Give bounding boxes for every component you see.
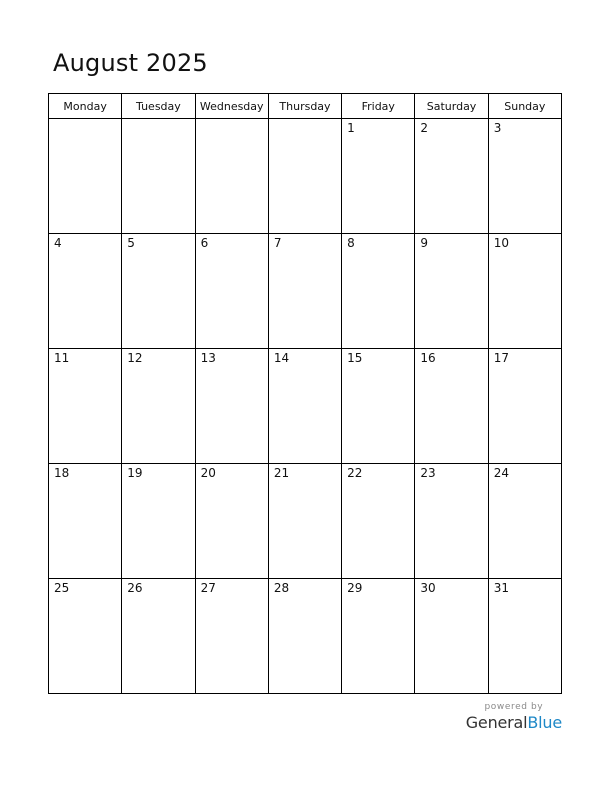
- day-cell: [49, 579, 122, 694]
- day-number: [49, 119, 121, 121]
- day-number: 24: [493, 466, 509, 480]
- day-number: [269, 119, 341, 121]
- calendar-grid: [48, 93, 562, 694]
- brand-logo[interactable]: [466, 713, 562, 733]
- day-number: 5: [127, 236, 135, 250]
- day-cell: [342, 119, 415, 234]
- calendar-title: August 2025: [53, 49, 208, 77]
- day-cell: [122, 119, 195, 234]
- day-number: 29: [347, 581, 363, 595]
- day-cell: [122, 234, 195, 349]
- day-number: 2: [420, 121, 429, 135]
- day-cell: [488, 119, 561, 234]
- day-number: 18: [54, 466, 70, 480]
- week-row: [49, 234, 562, 349]
- day-cell: [342, 234, 415, 349]
- brand-name-part1: General: [465, 713, 528, 732]
- weekday-header-row: [49, 94, 562, 119]
- brand-name-part2: Blue: [527, 713, 562, 732]
- day-number: [196, 119, 268, 121]
- day-number: 10: [493, 236, 509, 250]
- day-cell: [415, 234, 488, 349]
- day-cell: [488, 579, 561, 694]
- day-number: 30: [420, 581, 436, 595]
- weekday-header-monday: Monday: [49, 94, 122, 119]
- day-number: 22: [347, 466, 363, 480]
- day-cell: [195, 464, 268, 579]
- day-number: 23: [420, 466, 436, 480]
- day-number: 4: [54, 236, 62, 250]
- day-cell: [195, 579, 268, 694]
- day-number: 12: [127, 351, 143, 365]
- day-number: 20: [200, 466, 216, 480]
- day-number: 21: [273, 466, 290, 480]
- weekday-header-thursday: Thursday: [268, 94, 341, 119]
- week-row: [49, 119, 562, 234]
- day-cell: [415, 349, 488, 464]
- day-cell: [342, 464, 415, 579]
- day-cell: [122, 464, 195, 579]
- day-cell: [415, 119, 488, 234]
- day-cell: [415, 464, 488, 579]
- day-cell: [195, 119, 268, 234]
- day-number: 25: [54, 581, 70, 595]
- day-cell: [49, 234, 122, 349]
- day-number: 1: [347, 121, 355, 135]
- day-cell: [195, 234, 268, 349]
- day-number: 15: [347, 351, 363, 365]
- day-number: 8: [347, 236, 355, 250]
- day-number: 7: [273, 236, 282, 250]
- day-cell: [49, 464, 122, 579]
- day-cell: [488, 464, 561, 579]
- day-cell: [342, 349, 415, 464]
- day-number: 27: [200, 581, 216, 595]
- day-number: [122, 119, 194, 121]
- week-row: [49, 349, 562, 464]
- weekday-header-friday: Friday: [342, 94, 415, 119]
- weekday-header-wednesday: Wednesday: [195, 94, 268, 119]
- day-number: 13: [200, 351, 216, 365]
- day-cell: [268, 234, 341, 349]
- day-number: 31: [493, 581, 509, 595]
- day-number: 28: [273, 581, 290, 595]
- day-cell: [268, 119, 341, 234]
- brand-footer: [466, 702, 562, 733]
- day-cell: [49, 349, 122, 464]
- weekday-header-sunday: Sunday: [488, 94, 561, 119]
- day-number: 17: [493, 351, 509, 365]
- powered-by-text: powered by: [484, 702, 544, 712]
- day-number: 16: [420, 351, 436, 365]
- day-cell: [268, 579, 341, 694]
- day-number: 9: [420, 236, 429, 250]
- day-cell: [122, 349, 195, 464]
- day-cell: [415, 579, 488, 694]
- day-number: 14: [273, 351, 290, 365]
- week-row: [49, 464, 562, 579]
- weekday-header-saturday: Saturday: [415, 94, 488, 119]
- day-number: 6: [200, 236, 209, 250]
- day-cell: [488, 349, 561, 464]
- day-number: 3: [493, 121, 502, 135]
- weekday-header-tuesday: Tuesday: [122, 94, 195, 119]
- day-cell: [268, 464, 341, 579]
- day-number: 11: [54, 351, 70, 365]
- day-number: 26: [127, 581, 143, 595]
- day-cell: [195, 349, 268, 464]
- day-cell: [268, 349, 341, 464]
- day-number: 19: [127, 466, 143, 480]
- week-row: [49, 579, 562, 694]
- day-cell: [122, 579, 195, 694]
- day-cell: [342, 579, 415, 694]
- day-cell: [49, 119, 122, 234]
- day-cell: [488, 234, 561, 349]
